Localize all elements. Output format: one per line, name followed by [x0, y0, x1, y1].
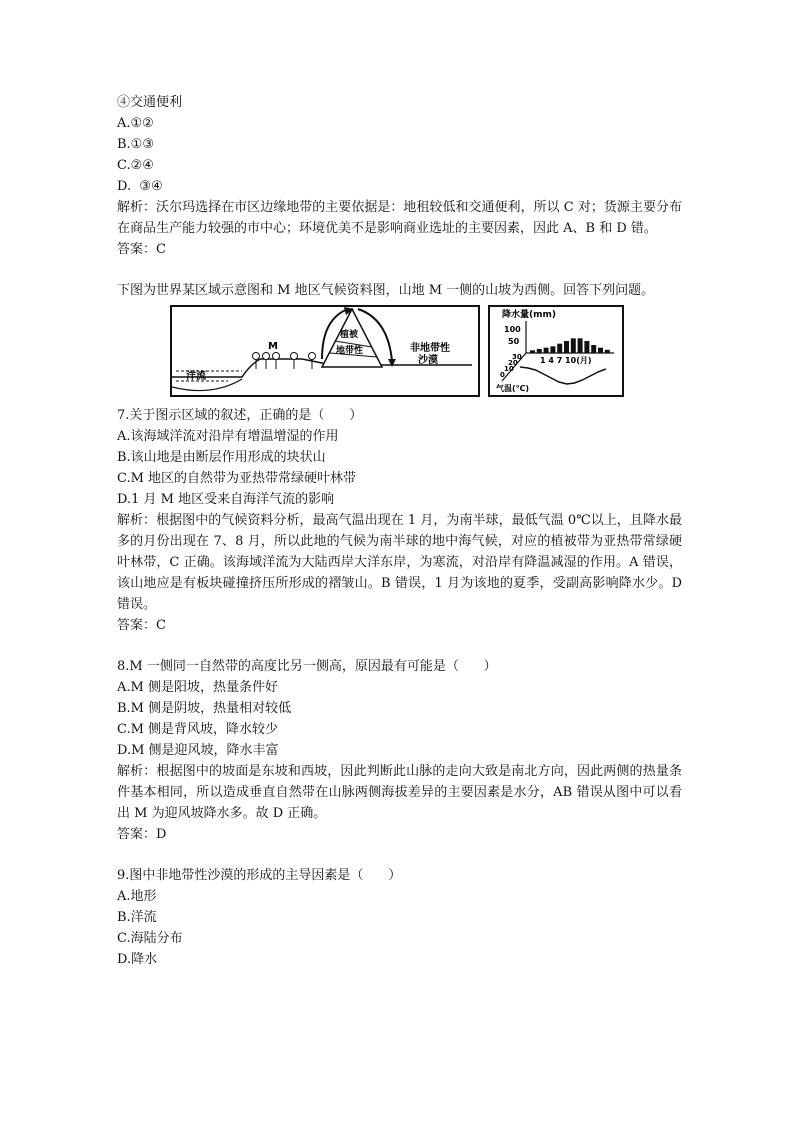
- precip-tick-50: 50: [508, 337, 520, 346]
- precip-bar-3: [544, 348, 549, 353]
- q6-analysis: 解析：沃尔玛选择在市区边缘地带的主要依据是：地租较低和交通便利，所以 C 对；货源主要分布在商品生产能力较强的市中心；环境优美不是影响商业选址的主要因素，因此 A、B 和 D 错。: [117, 200, 682, 236]
- q8-choice-d: D.M 侧是迎风坡，降水丰富: [117, 743, 279, 758]
- desert-label-2: 沙漠: [418, 355, 438, 366]
- temp-tick-10: 10: [504, 365, 514, 373]
- q8-choice-c: C.M 侧是背风坡，降水较少: [117, 722, 279, 737]
- precip-bar-1: [530, 350, 535, 353]
- q7-answer: 答案：C: [117, 618, 166, 633]
- precip-axis-label: 降水量(mm): [502, 310, 556, 320]
- month-ticks: 1 4 7 10(月): [540, 356, 592, 365]
- q9-choice-c: C.海陆分布: [117, 931, 183, 946]
- q6-choice-b: B.①③: [117, 137, 154, 152]
- q7-analysis: 解析：根据图中的气候资料分析，最高气温出现在 1 月，为南半球，最低气温 0℃以上，且降水最多的月份出现在 7、8 月，所以此地的气候为南半球的地中海气候，对应的植被带为亚热带常绿硬叶林带，C 正确。该海域洋流为大陆西岸大洋东岸，为寒流，对沿岸有降温减湿的作用。A 错误，该山地应是有板块碰撞挤压所形成的褶皱山。B 错误，1 月为该地的夏季，受副高影响降水少。D 错误。: [117, 513, 682, 612]
- document-page: [117, 92, 682, 970]
- precip-bar-6: [564, 341, 569, 353]
- zone-mid-label: 地带性: [336, 346, 364, 356]
- precip-bar-12: [605, 350, 610, 353]
- m-label: M: [268, 341, 278, 352]
- precip-bar-9: [584, 341, 589, 353]
- current-label: 洋流: [186, 371, 206, 382]
- q6-choice-d: D. ③④: [117, 179, 163, 194]
- q6-option-4: ④交通便利: [117, 95, 183, 110]
- precip-tick-100: 100: [504, 325, 521, 334]
- zone-top-label: 植被: [340, 330, 359, 340]
- climate-chart: [488, 305, 624, 397]
- figure-intro: 下图为世界某区域示意图和 M 地区气候资料图，山地 M 一侧的山坡为西侧。回答下列问题。: [117, 283, 655, 298]
- q7-choice-c: C.M 地区的自然带为亚热带常绿硬叶林带: [117, 471, 357, 486]
- q9-stem: 9.图中非地带性沙漠的形成的主导因素是（ ）: [117, 868, 402, 883]
- precip-bars: [530, 338, 610, 353]
- region-diagram: [170, 305, 480, 397]
- q8-choice-a: A.M 侧是阳坡，热量条件好: [117, 680, 278, 695]
- precip-bar-7: [571, 338, 576, 353]
- q8-analysis: 解析：根据图中的坡面是东坡和西坡，因此判断此山脉的走向大致是南北方向，因此两侧的热量条件基本相同，所以造成垂直自然带在山脉两侧海拔差异的主要因素是水分，AB 错误从图中可以看出 M 为迎风坡降水多。故 D 正确。: [117, 764, 682, 821]
- q7-choice-b: B.该山地是由断层作用形成的块状山: [117, 450, 326, 465]
- precip-bar-4: [550, 346, 555, 353]
- temp-tick-20: 20: [508, 359, 518, 367]
- temp-tick-0: 0: [500, 371, 505, 379]
- q9-choice-d: D.降水: [117, 952, 158, 967]
- q9-choice-b: B.洋流: [117, 910, 157, 925]
- q8-answer: 答案：D: [117, 827, 167, 842]
- q7-choice-d: D.1 月 M 地区受来自海洋气流的影响: [117, 492, 335, 507]
- q7-choice-a: A.该海域洋流对沿岸有增温增湿的作用: [117, 429, 339, 444]
- q7-stem: 7.关于图示区域的叙述，正确的是（ ）: [117, 408, 363, 423]
- q8-stem: 8.M 一侧同一自然带的高度比另一侧高，原因最有可能是（ ）: [117, 659, 497, 674]
- q6-choice-a: A.①②: [117, 116, 154, 131]
- precip-bar-11: [598, 348, 603, 353]
- q6-answer: 答案：C: [117, 242, 166, 257]
- precip-bar-5: [557, 344, 562, 353]
- q8-choice-b: B.M 侧是阴坡，热量相对较低: [117, 701, 292, 716]
- temperature-curve: [520, 367, 606, 384]
- q9-choice-a: A.地形: [117, 889, 157, 904]
- figure-row: [117, 305, 682, 397]
- precip-bar-8: [578, 338, 583, 353]
- desert-label-1: 非地带性: [410, 343, 450, 354]
- precip-bar-2: [537, 349, 542, 353]
- temp-tick-30: 30: [512, 353, 522, 361]
- tree-icons: [253, 353, 316, 370]
- temp-axis-label: 气温(℃): [496, 384, 529, 393]
- precip-bar-10: [591, 345, 596, 353]
- q6-choice-c: C.②④: [117, 158, 154, 173]
